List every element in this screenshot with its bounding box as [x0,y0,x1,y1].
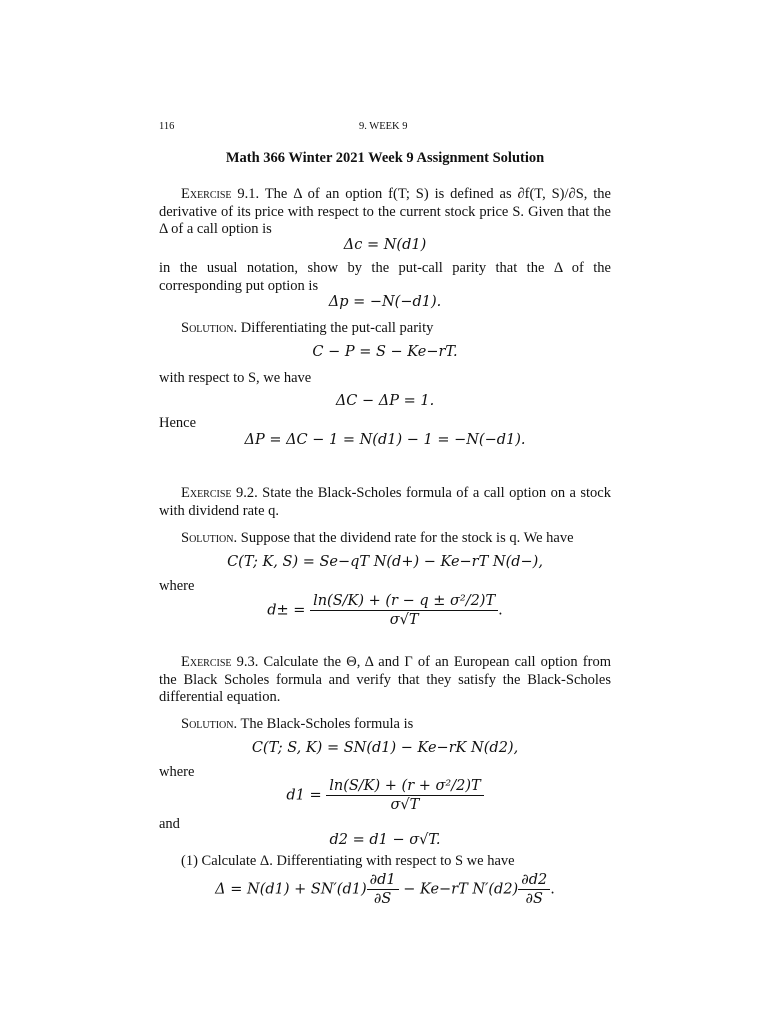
exercise-label: Exercise 9.2. [181,485,258,501]
equation-d-plus-minus: d± = $\frac{\text{ln(S/K) + (r − q ± σ²/2)T}}{\sigma√T}$ . [267,593,503,628]
fraction: $\frac{\partial d1}{\partial S}$ [367,872,399,907]
page-number: 116 [159,121,175,132]
equation-delta-derivative: Δ = N(d1) + SN′(d1) $\frac{\partial d1}{\partial S}$ − Ke−rT N′(d2) $\frac{\partial d2}{\partial S}$ . [215,872,555,907]
exercise-9-1-statement [159,186,611,239]
equation-delta-put: Δp = −N(−d1). [328,294,442,310]
fraction: $\frac{\partial d2}{\partial S}$ [518,872,550,907]
exercise-text: The Δ of an option f(T; S) is defined as ∂f(T, S)/∂S, the derivative of its price with respect to the current stock price S. Given that the Δ of a call option is [159,186,611,238]
exercise-label: Exercise 9.3. [181,654,259,670]
solution-label: Solution. [181,530,238,546]
equation-d2: d2 = d1 − σ√T. [329,832,441,848]
solution-9-1-intro: Solution. Differentiating the put-call parity [181,320,434,336]
equation-put-call-parity: C − P = S − Ke−rT. [312,344,458,360]
equation-d1: d1 = $\frac{\text{ln(S/K) + (r + σ²/2)T}}{\sigma√T}$ [159,778,611,813]
equation-delta-call: Δc = N(d1) [343,237,427,253]
solution-9-1-hence: Hence [159,415,197,431]
solution-label: Solution. [181,320,238,336]
equation-delta-difference: ΔC − ΔP = 1. [335,393,435,409]
solution-9-3-intro: Solution. The Black-Scholes formula is [181,716,414,732]
equation-black-scholes: C(T; S, K) = SN(d1) − Ke−rK N(d2), [251,740,519,756]
solution-9-2-where: where [159,578,195,594]
solution-label: Solution. [181,716,238,732]
equation-black-scholes-dividend: C(T; K, S) = Se−qT N(d+) − Ke−rT N(d−), [227,554,543,570]
fraction: $\frac{\text{ln(S/K) + (r + σ²/2)T}}{\sigma√T}$ [326,778,483,813]
exercise-label: Exercise 9.1. [181,186,260,202]
exercise-9-2-statement: Exercise 9.2. State the Black-Scholes formula of a call option on a stock with dividend rate q. [159,485,611,519]
solution-9-3-where: where [159,764,195,780]
exercise-9-3-statement: Exercise 9.3. Calculate the Θ, Δ and Γ of an European call option from the Black Scholes formula and verify that they satisfy the Black-Scholes differential equation. [159,654,611,706]
fraction: $\frac{\text{ln(S/K) + (r − q ± σ²/2)T}}{\sigma√T}$ [310,593,498,628]
exercise-9-1-continuation: in the usual notation, show by the put-call parity that the Δ of the corresponding put option is [159,260,611,294]
page-title: Math 366 Winter 2021 Week 9 Assignment Solution [225,150,545,166]
solution-9-3-and: and [159,816,180,832]
solution-9-1-text: with respect to S, we have [159,370,312,386]
solution-9-3-step-1: (1) Calculate Δ. Differentiating with respect to S we have [181,853,515,869]
running-title: 9. WEEK 9 [359,121,408,132]
solution-9-2-intro: Solution. Suppose that the dividend rate for the stock is q. We have [181,530,574,546]
equation-delta-put-result: ΔP = ΔC − 1 = N(d1) − 1 = −N(−d1). [244,432,526,448]
